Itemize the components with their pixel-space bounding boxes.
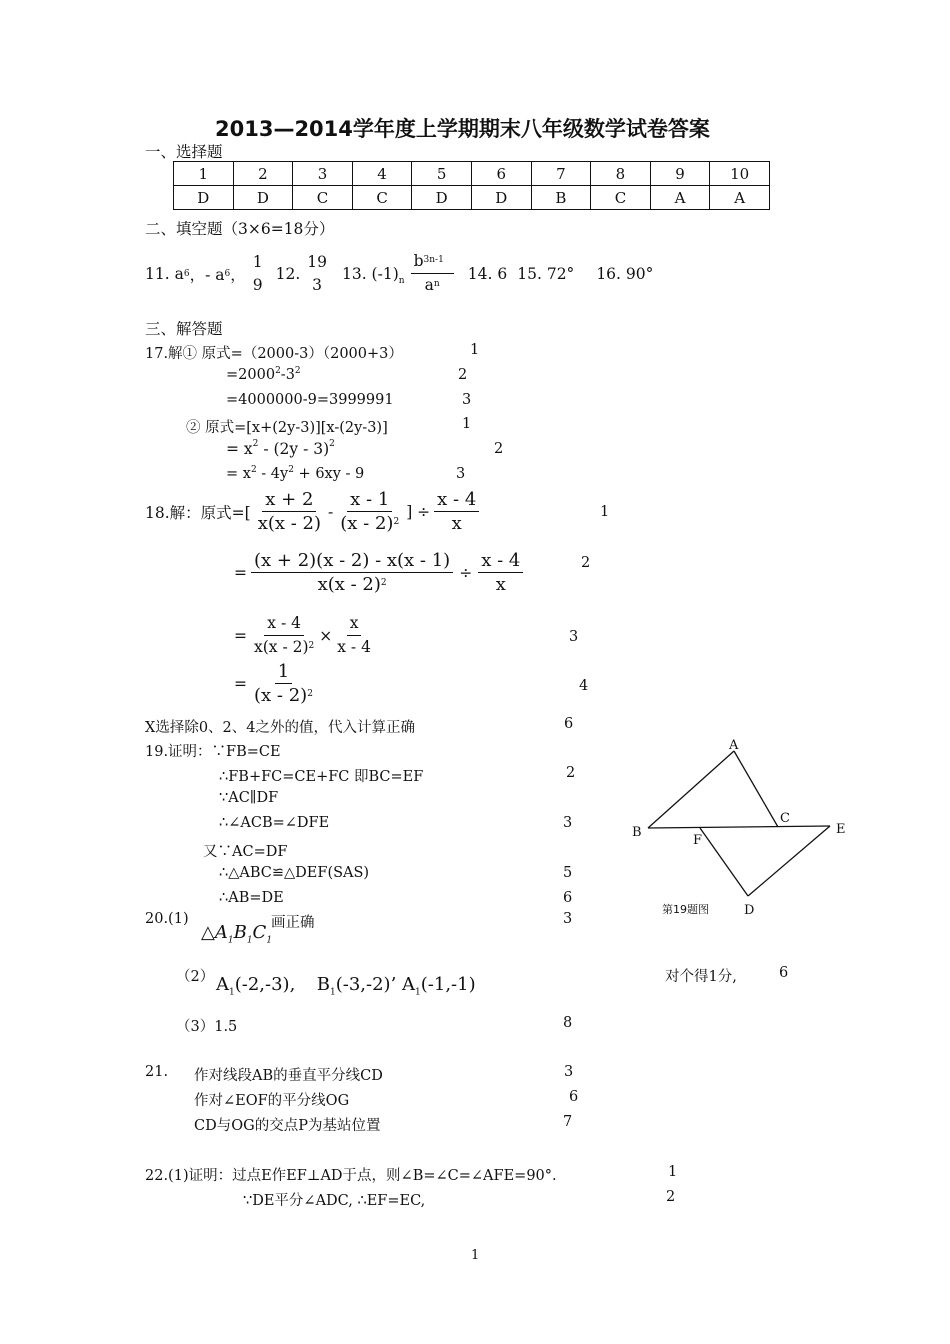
q18-line4 [234,662,316,705]
q18-eq: = [234,674,247,693]
table-cell: 8 [591,162,651,186]
q11-fraction [250,253,266,295]
q19-score4: 3 [563,815,573,831]
q21-score2: 6 [569,1089,579,1105]
q18-fraction2 [337,490,402,533]
q18-r2-fraction [251,551,453,594]
label-e: E [836,822,846,837]
fraction-numerator: x - 4 [264,614,304,636]
q19-line1: 19.证明：∵FB=CE [145,744,281,760]
q20-points [216,974,476,998]
q20-p1a: A [216,974,229,995]
table-cell: 1 [174,162,234,186]
q18-line1 [145,490,479,533]
q18-r2d: x(x - 2) [317,574,381,595]
q17-score2: 2 [458,367,468,383]
q20-tri-s1: 1 [227,935,234,946]
table-cell: D [412,186,472,210]
q14-answer: 14. 6 [467,264,508,283]
q20-line2b: 对个得1分, [665,969,737,985]
q17-l5b: - (2y - 3) [258,440,330,458]
q20-p3s: 1 [415,987,421,998]
q22-score1: 1 [668,1164,678,1180]
q13-den-sup: n [433,279,440,289]
q18-line2 [234,551,523,594]
fraction-numerator: 1 [275,662,292,684]
label-d: D [744,903,755,918]
table-cell: 4 [352,162,412,186]
section-choice-heading: 一、选择题 [145,143,223,161]
q20-p3a: A [402,974,416,995]
q18-r3dsup: 2 [308,641,315,651]
table-cell: 6 [471,162,531,186]
q11-sub2: 6 [224,268,231,279]
q21-line3: CD与OG的交点P为基站位置 [194,1118,381,1134]
q20-p1b: (-2,-3), [234,974,296,995]
q13-sub: n [398,275,405,286]
fraction-numerator: x [347,614,362,636]
q18-r4-fraction [251,662,316,705]
q18-note: X选择除0、2、4之外的值，代入计算正确 [145,720,415,736]
q17-line4: ② 原式=[x+(2y-3)][x-(2y-3)] [186,420,388,436]
q17-l2b: -3 [280,367,295,383]
q20-score3: 8 [563,1015,573,1031]
fraction-denominator: x - 4 [337,638,371,656]
q17-line5 [226,440,335,458]
q21-line1: 作对线段AB的垂直平分线CD [194,1068,383,1084]
q20-line3: （3）1.5 [176,1019,238,1035]
fraction-numerator: x - 4 [478,551,523,573]
label-c: C [780,811,790,826]
q17-score4: 1 [462,416,472,432]
q13-num: b [413,252,424,270]
fraction-denominator: 9 [252,275,263,294]
q17-l2sup2: 2 [294,366,301,376]
q19-line3: ∵AC∥DF [219,790,279,806]
q20-tri-c: C [252,922,267,943]
q17-l5sup2: 2 [329,439,335,449]
q18-eq: = [234,626,247,645]
q18-score1: 1 [600,504,610,520]
fraction-numerator: 1 [252,252,263,271]
q11-mid: ，- a [189,265,225,284]
q18-r2-fraction2 [478,551,523,594]
fraction-denominator [251,636,317,657]
q20-triangle [201,922,272,946]
q18-r3-fraction [251,614,317,657]
table-cell: D [471,186,531,210]
q17-l6c: + 6xy - 9 [293,466,365,482]
q19-line5: 又∵AC=DF [203,844,288,860]
q20-p2s: 1 [330,987,336,998]
q18-fraction1 [255,490,324,533]
table-cell: B [531,186,591,210]
q20-p2a: B [316,974,330,995]
q15-answer: 15. 72° [517,264,575,283]
label-f: F [693,833,703,848]
q20-tri-s3: 1 [266,935,273,946]
q18-r3-fraction2 [334,614,374,657]
q20-p3b: (-1,-1) [420,974,476,995]
fraction-denominator [337,512,402,533]
q17-l5a: = x [226,440,253,458]
q20-score1: 3 [563,911,573,927]
q13-fraction [411,252,454,295]
q21-score3: 7 [563,1114,573,1130]
q20-line2: （2） [176,969,215,985]
fraction-denominator: x [495,574,506,595]
q17-l2sup1: 2 [275,366,281,376]
segment-fd [700,828,748,896]
q13-den: a [424,276,434,294]
table-cell: 9 [650,162,710,186]
q17-score1: 1 [470,342,480,358]
q12-label: 12. [275,264,301,283]
q18-times: × [319,626,333,645]
table-row-numbers [174,162,770,186]
fraction-numerator: x - 1 [347,490,392,512]
table-cell: 10 [710,162,770,186]
fraction-numerator [411,252,454,274]
fraction-denominator [251,684,316,705]
q19-score7: 6 [563,890,573,906]
q21-score1: 3 [564,1064,574,1080]
table-cell: 7 [531,162,591,186]
q18-minus: - [328,502,334,521]
table-cell: 5 [412,162,472,186]
q20-tri-s2: 1 [246,935,253,946]
page-number: 1 [471,1248,480,1263]
q18-score2: 2 [581,555,591,571]
q13-num-sup: 3n-1 [423,255,444,265]
q17-l6a: = x [226,466,251,482]
q22-line2: ∵DE平分∠ADC, ∴EF=EC, [243,1193,426,1209]
q18-score4: 4 [579,678,589,694]
page-title: 2013—2014学年度上学期期末八年级数学试卷答案 [215,117,710,141]
q20-tri-b: B [233,922,247,943]
q17-l6sup2: 2 [288,465,294,475]
q22-score2: 2 [666,1189,676,1205]
q19-score6: 5 [563,865,573,881]
q13-label: 13. (-1) [341,264,399,283]
q11-label: 11. a [145,264,184,283]
q18-f2dsup: 2 [393,517,400,527]
answer-table [173,161,770,210]
q20-p2b: (-3,-2)’ [335,974,397,995]
q18-r4dsup: 2 [307,689,313,699]
q21-line2: 作对∠EOF的平分线OG [194,1093,350,1109]
q18-eq: = [234,563,247,582]
q22-line1: 22.(1)证明：过点E作EF⊥AD于点，则∠B=∠C=∠AFE=90°. [145,1168,557,1184]
q17-l6b: - 4y [256,466,289,482]
segment-ab [648,751,734,828]
q17-line6 [226,466,364,482]
table-cell: 2 [233,162,293,186]
q17-line2 [226,367,301,383]
q18-label: 18.解：原式=[ [145,503,251,522]
q19-line7: ∴AB=DE [219,890,284,906]
q18-div: ÷ [459,563,473,582]
fraction-numerator: x + 2 [262,490,316,512]
q17-line1: 17.解① 原式=（2000-3）（2000+3） [145,346,403,362]
figure-caption: 第19题图 [662,903,709,916]
fraction-numerator: 19 [307,252,327,271]
q16-answer: 16. 90° [596,264,654,283]
q17-score6: 3 [456,466,466,482]
q11-comma: ， [230,265,246,284]
table-cell: C [293,186,353,210]
q20-p1s: 1 [229,987,235,998]
q12-fraction [304,253,330,295]
table-cell: C [591,186,651,210]
section-solve-heading: 三、解答题 [145,320,223,338]
q19-score2: 2 [566,765,576,781]
q21-label: 21. [145,1064,169,1080]
fraction-numerator: x - 4 [434,490,479,512]
q17-line3: =4000000-9=3999991 [226,392,394,408]
q20-score2: 6 [779,965,789,981]
q17-score5: 2 [494,441,504,457]
q19-line2: ∴FB+FC=CE+FC 即BC=EF [219,769,424,785]
q20-line1: 20.(1) [145,911,189,927]
label-a: A [729,738,739,753]
fraction-denominator: 3 [312,275,323,294]
fraction-denominator [422,274,443,295]
segment-de [748,826,830,896]
fraction-denominator: x [451,513,462,534]
table-cell: 3 [293,162,353,186]
table-cell: D [174,186,234,210]
q18-r4d: (x - 2) [254,685,308,706]
fraction-denominator: x(x - 2) [257,513,322,534]
q18-f2d: (x - 2) [340,513,394,534]
q19-line6: ∴△ABC≌△DEF(SAS) [219,865,370,881]
q17-l6sup1: 2 [250,465,257,475]
q19-line4: ∴∠ACB=∠DFE [219,815,330,831]
q19-figure [620,730,860,930]
q18-fraction3 [434,490,479,533]
table-cell: A [710,186,770,210]
q20-tri-a: △A [201,922,228,943]
q18-r2dsup: 2 [380,578,387,588]
q18-score3: 3 [569,629,579,645]
segment-be [648,826,830,828]
fraction-denominator [315,573,390,594]
fraction-numerator: (x + 2)(x - 2) - x(x - 1) [251,551,453,573]
q11-sub: 6 [183,268,190,279]
table-row-answers [174,186,770,210]
segment-ac [734,751,778,827]
q17-score3: 3 [462,392,472,408]
q18-score6: 6 [564,716,574,732]
q18-r3d: x(x - 2) [254,638,309,656]
table-cell: A [650,186,710,210]
label-b: B [632,825,642,840]
section-fill-heading: 二、填空题（3×6=18分） [145,220,335,238]
q20-line1b: 画正确 [271,915,315,931]
table-cell: D [233,186,293,210]
fill-answers-line [145,252,653,295]
q18-close: ] ÷ [406,502,431,521]
q17-l5sup1: 2 [252,439,259,449]
q17-l2a: =2000 [226,367,276,383]
q18-line3 [234,614,374,657]
table-cell: C [352,186,412,210]
